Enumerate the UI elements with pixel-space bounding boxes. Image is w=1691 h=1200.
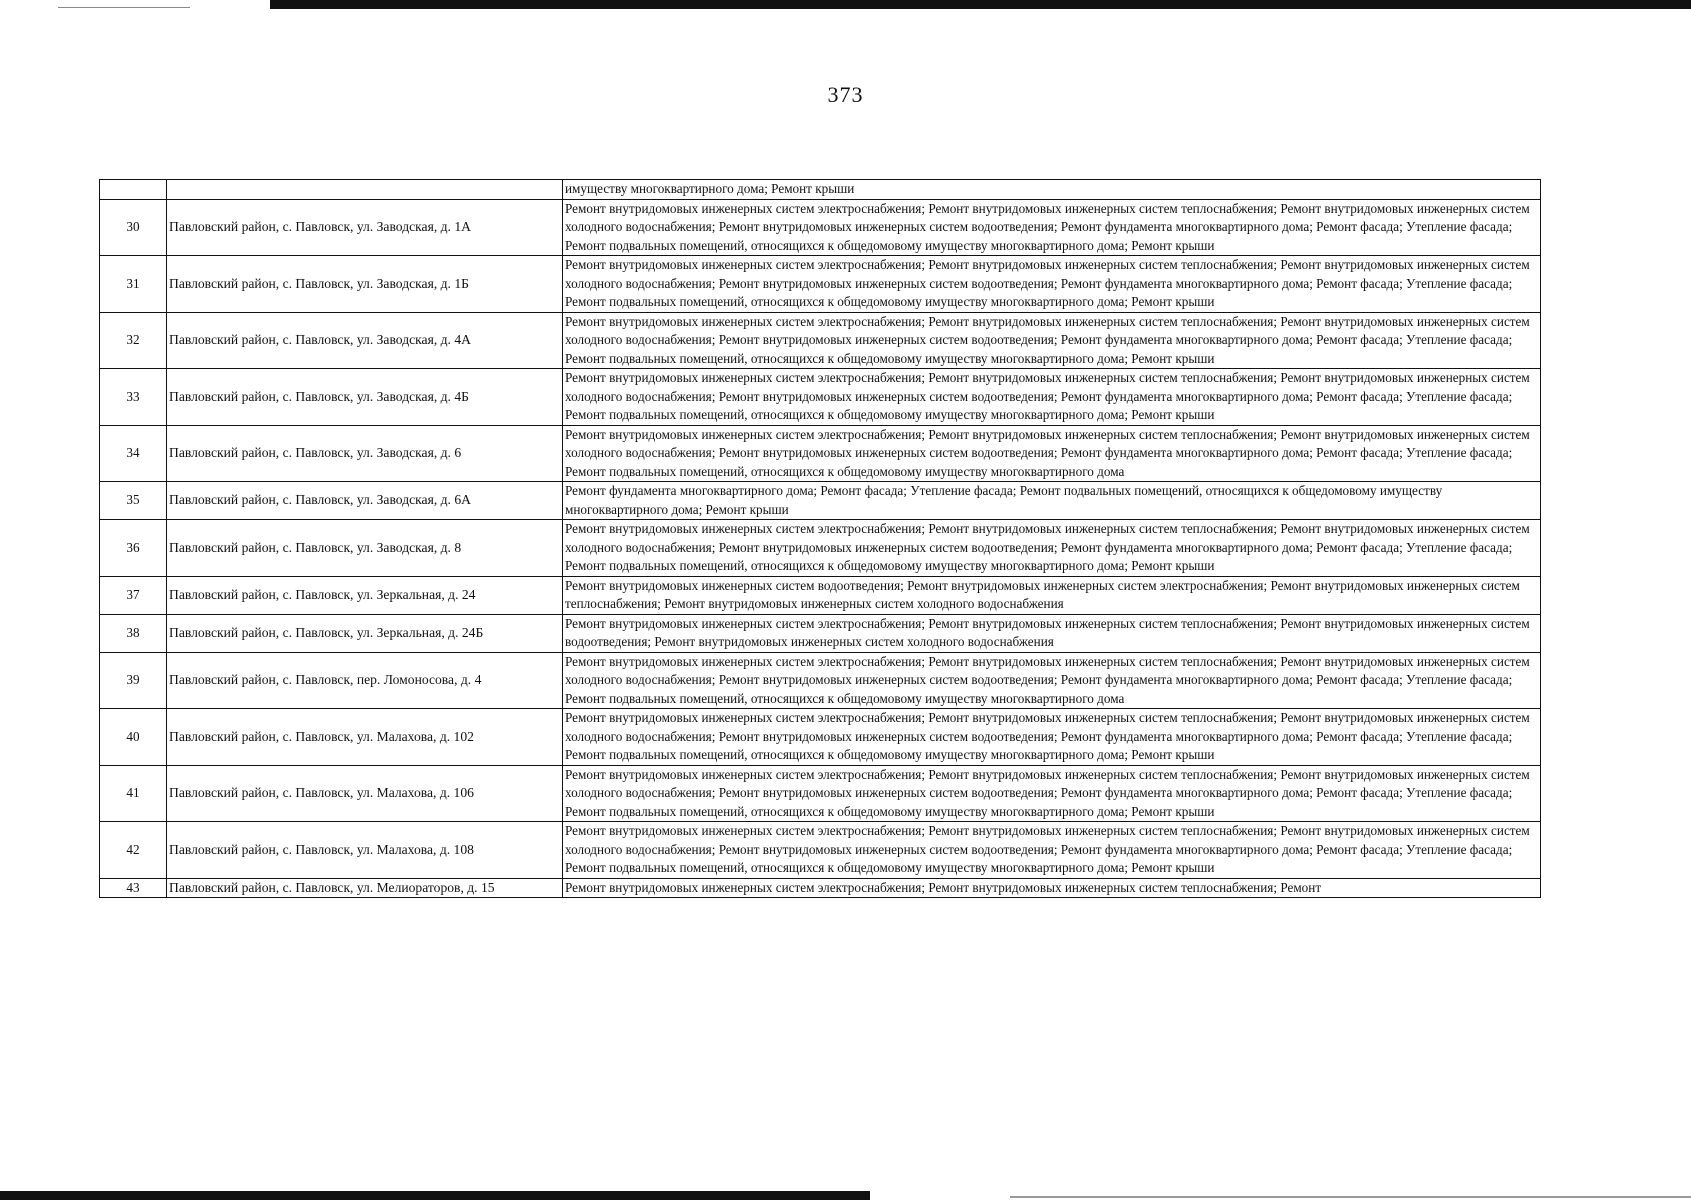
row-address: Павловский район, с. Павловск, ул. Зеркальная, д. 24Б xyxy=(167,614,563,652)
table-row xyxy=(100,878,1541,898)
row-number: 37 xyxy=(100,576,167,614)
row-address: Павловский район, с. Павловск, ул. Заводская, д. 4Б xyxy=(167,369,563,426)
scan-edge-bar-bottom xyxy=(0,1191,870,1200)
row-number: 36 xyxy=(100,520,167,577)
table-row xyxy=(100,369,1541,426)
row-number: 33 xyxy=(100,369,167,426)
row-address: Павловский район, с. Павловск, ул. Заводская, д. 6 xyxy=(167,425,563,482)
row-works: Ремонт внутридомовых инженерных систем электроснабжения; Ремонт внутридомовых инженерных систем теплоснабжения; Ремонт внутридомовых инженерных систем холодного водоснабжения; Ремонт внутридомовых инженерных систем водоотведения; Ремонт фундамента многоквартирного дома; Ремонт фасада; Утепление фасада; Ремонт подвальных помещений, относящихся к общедомовому имуществу многоквартирного дома; Ремонт крыши xyxy=(563,765,1541,822)
table-row xyxy=(100,312,1541,369)
row-number: 40 xyxy=(100,709,167,766)
row-number: 35 xyxy=(100,482,167,520)
table-row xyxy=(100,614,1541,652)
row-address: Павловский район, с. Павловск, пер. Ломоносова, д. 4 xyxy=(167,652,563,709)
row-address: Павловский район, с. Павловск, ул. Мелиораторов, д. 15 xyxy=(167,878,563,898)
row-works: Ремонт внутридомовых инженерных систем электроснабжения; Ремонт внутридомовых инженерных систем теплоснабжения; Ремонт внутридомовых инженерных систем холодного водоснабжения; Ремонт внутридомовых инженерных систем водоотведения; Ремонт фундамента многоквартирного дома; Ремонт фасада; Утепление фасада; Ремонт подвальных помещений, относящихся к общедомовому имуществу многоквартирного дома xyxy=(563,425,1541,482)
row-works: Ремонт внутридомовых инженерных систем электроснабжения; Ремонт внутридомовых инженерных систем теплоснабжения; Ремонт внутридомовых инженерных систем холодного водоснабжения; Ремонт внутридомовых инженерных систем водоотведения; Ремонт фундамента многоквартирного дома; Ремонт фасада; Утепление фасада; Ремонт подвальных помещений, относящихся к общедомовому имуществу многоквартирного дома; Ремонт крыши xyxy=(563,369,1541,426)
table-row xyxy=(100,425,1541,482)
row-works: Ремонт внутридомовых инженерных систем электроснабжения; Ремонт внутридомовых инженерных систем теплоснабжения; Ремонт внутридомовых инженерных систем холодного водоснабжения; Ремонт внутридомовых инженерных систем водоотведения; Ремонт фундамента многоквартирного дома; Ремонт фасада; Утепление фасада; Ремонт подвальных помещений, относящихся к общедомовому имуществу многоквартирного дома; Ремонт крыши xyxy=(563,822,1541,879)
row-address: Павловский район, с. Павловск, ул. Малахова, д. 108 xyxy=(167,822,563,879)
scan-edge-bar-top xyxy=(270,0,1691,9)
row-number: 39 xyxy=(100,652,167,709)
row-works: Ремонт внутридомовых инженерных систем электроснабжения; Ремонт внутридомовых инженерных систем теплоснабжения; Ремонт xyxy=(563,878,1541,898)
page-number: 373 xyxy=(827,82,864,107)
row-number: 32 xyxy=(100,312,167,369)
row-number: 38 xyxy=(100,614,167,652)
table-row xyxy=(100,520,1541,577)
row-address: Павловский район, с. Павловск, ул. Малахова, д. 106 xyxy=(167,765,563,822)
row-address: Павловский район, с. Павловск, ул. Заводская, д. 8 xyxy=(167,520,563,577)
row-address: Павловский район, с. Павловск, ул. Зеркальная, д. 24 xyxy=(167,576,563,614)
row-works: Ремонт фундамента многоквартирного дома; Ремонт фасада; Утепление фасада; Ремонт подвальных помещений, относящихся к общедомовому имуществу многоквартирного дома; Ремонт крыши xyxy=(563,482,1541,520)
row-works: Ремонт внутридомовых инженерных систем водоотведения; Ремонт внутридомовых инженерных систем электроснабжения; Ремонт внутридомовых инженерных систем теплоснабжения; Ремонт внутридомовых инженерных систем холодного водоснабжения xyxy=(563,576,1541,614)
row-works: Ремонт внутридомовых инженерных систем электроснабжения; Ремонт внутридомовых инженерных систем теплоснабжения; Ремонт внутридомовых инженерных систем водоотведения; Ремонт внутридомовых инженерных систем холодного водоснабжения xyxy=(563,614,1541,652)
row-number xyxy=(100,180,167,200)
row-number: 42 xyxy=(100,822,167,879)
row-works: Ремонт внутридомовых инженерных систем электроснабжения; Ремонт внутридомовых инженерных систем теплоснабжения; Ремонт внутридомовых инженерных систем холодного водоснабжения; Ремонт внутридомовых инженерных систем водоотведения; Ремонт фундамента многоквартирного дома; Ремонт фасада; Утепление фасада; Ремонт подвальных помещений, относящихся к общедомовому имуществу многоквартирного дома xyxy=(563,652,1541,709)
row-works: Ремонт внутридомовых инженерных систем электроснабжения; Ремонт внутридомовых инженерных систем теплоснабжения; Ремонт внутридомовых инженерных систем холодного водоснабжения; Ремонт внутридомовых инженерных систем водоотведения; Ремонт фундамента многоквартирного дома; Ремонт фасада; Утепление фасада; Ремонт подвальных помещений, относящихся к общедомовому имуществу многоквартирного дома; Ремонт крыши xyxy=(563,520,1541,577)
table-row xyxy=(100,765,1541,822)
table-row xyxy=(100,652,1541,709)
row-works: Ремонт внутридомовых инженерных систем электроснабжения; Ремонт внутридомовых инженерных систем теплоснабжения; Ремонт внутридомовых инженерных систем холодного водоснабжения; Ремонт внутридомовых инженерных систем водоотведения; Ремонт фундамента многоквартирного дома; Ремонт фасада; Утепление фасада; Ремонт подвальных помещений, относящихся к общедомовому имуществу многоквартирного дома; Ремонт крыши xyxy=(563,709,1541,766)
row-address: Павловский район, с. Павловск, ул. Заводская, д. 6А xyxy=(167,482,563,520)
row-number: 43 xyxy=(100,878,167,898)
row-number: 30 xyxy=(100,199,167,256)
row-works: Ремонт внутридомовых инженерных систем электроснабжения; Ремонт внутридомовых инженерных систем теплоснабжения; Ремонт внутридомовых инженерных систем холодного водоснабжения; Ремонт внутридомовых инженерных систем водоотведения; Ремонт фундамента многоквартирного дома; Ремонт фасада; Утепление фасада; Ремонт подвальных помещений, относящихся к общедомовому имуществу многоквартирного дома; Ремонт крыши xyxy=(563,312,1541,369)
table-row xyxy=(100,709,1541,766)
row-number: 41 xyxy=(100,765,167,822)
scan-edge-line-bottom xyxy=(1010,1196,1691,1198)
row-works: Ремонт внутридомовых инженерных систем электроснабжения; Ремонт внутридомовых инженерных систем теплоснабжения; Ремонт внутридомовых инженерных систем холодного водоснабжения; Ремонт внутридомовых инженерных систем водоотведения; Ремонт фундамента многоквартирного дома; Ремонт фасада; Утепление фасада; Ремонт подвальных помещений, относящихся к общедомовому имуществу многоквартирного дома; Ремонт крыши xyxy=(563,199,1541,256)
row-address: Павловский район, с. Павловск, ул. Заводская, д. 1Б xyxy=(167,256,563,313)
repair-works-table xyxy=(99,179,1541,898)
scan-edge-line-top xyxy=(58,7,190,8)
table-row xyxy=(100,482,1541,520)
table-body xyxy=(100,180,1541,898)
row-works: имуществу многоквартирного дома; Ремонт крыши xyxy=(563,180,1541,200)
row-address: Павловский район, с. Павловск, ул. Заводская, д. 4А xyxy=(167,312,563,369)
table-row xyxy=(100,576,1541,614)
row-address: Павловский район, с. Павловск, ул. Заводская, д. 1А xyxy=(167,199,563,256)
table-row xyxy=(100,822,1541,879)
table-row xyxy=(100,180,1541,200)
row-works: Ремонт внутридомовых инженерных систем электроснабжения; Ремонт внутридомовых инженерных систем теплоснабжения; Ремонт внутридомовых инженерных систем холодного водоснабжения; Ремонт внутридомовых инженерных систем водоотведения; Ремонт фундамента многоквартирного дома; Ремонт фасада; Утепление фасада; Ремонт подвальных помещений, относящихся к общедомовому имуществу многоквартирного дома; Ремонт крыши xyxy=(563,256,1541,313)
row-address: Павловский район, с. Павловск, ул. Малахова, д. 102 xyxy=(167,709,563,766)
row-address xyxy=(167,180,563,200)
table-row xyxy=(100,199,1541,256)
table-row xyxy=(100,256,1541,313)
row-number: 31 xyxy=(100,256,167,313)
row-number: 34 xyxy=(100,425,167,482)
